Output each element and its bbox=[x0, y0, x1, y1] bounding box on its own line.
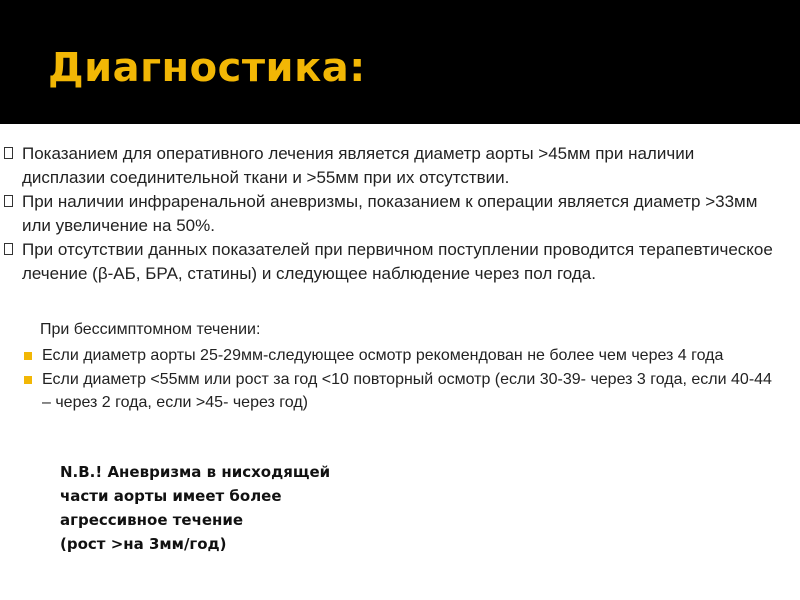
sub-list-item-text: Если диаметр <55мм или рост за год <10 повторный осмотр (если 30-39- через 3 года, если 40-44 – через 2 года, если >45- через год) bbox=[42, 371, 772, 411]
list-item bbox=[0, 238, 780, 286]
asymptomatic-section bbox=[24, 318, 784, 415]
note-line: части аорты имеет более bbox=[60, 487, 282, 505]
list-item-text: Показанием для оперативного лечения является диаметр аорты >45мм при наличии дисплазии соединительной ткани и >55мм при их отсутствии. bbox=[22, 144, 695, 187]
note-line: (рост >на 3мм/год) bbox=[60, 535, 227, 553]
square-bullet-icon bbox=[24, 376, 32, 384]
sub-list-item bbox=[24, 344, 784, 367]
sub-list bbox=[24, 344, 784, 414]
box-bullet-icon bbox=[4, 195, 13, 207]
square-bullet-icon bbox=[24, 352, 32, 360]
main-list bbox=[0, 142, 780, 286]
sub-list-item-text: Если диаметр аорты 25-29мм-следующее осмотр рекомендован не более чем через 4 года bbox=[42, 347, 724, 364]
slide-title: Диагностика: bbox=[48, 45, 366, 91]
box-bullet-icon bbox=[4, 243, 13, 255]
sub-list-item bbox=[24, 368, 784, 414]
list-item-text: При отсутствии данных показателей при первичном поступлении проводится терапевтическое лечение (β-АБ, БРА, статины) и следующее наблюдение через пол года. bbox=[22, 240, 773, 283]
sub-heading: При бессимптомном течении: bbox=[40, 321, 261, 338]
note-line: агрессивное течение bbox=[60, 511, 244, 529]
list-item-text: При наличии инфраренальной аневризмы, показанием к операции является диаметр >33мм или увеличение на 50%. bbox=[22, 192, 758, 235]
list-item bbox=[0, 190, 780, 238]
nb-note bbox=[60, 460, 380, 556]
title-bar bbox=[0, 0, 800, 124]
note-line: N.B.! Аневризма в нисходящей bbox=[60, 463, 331, 481]
box-bullet-icon bbox=[4, 147, 13, 159]
list-item bbox=[0, 142, 780, 190]
